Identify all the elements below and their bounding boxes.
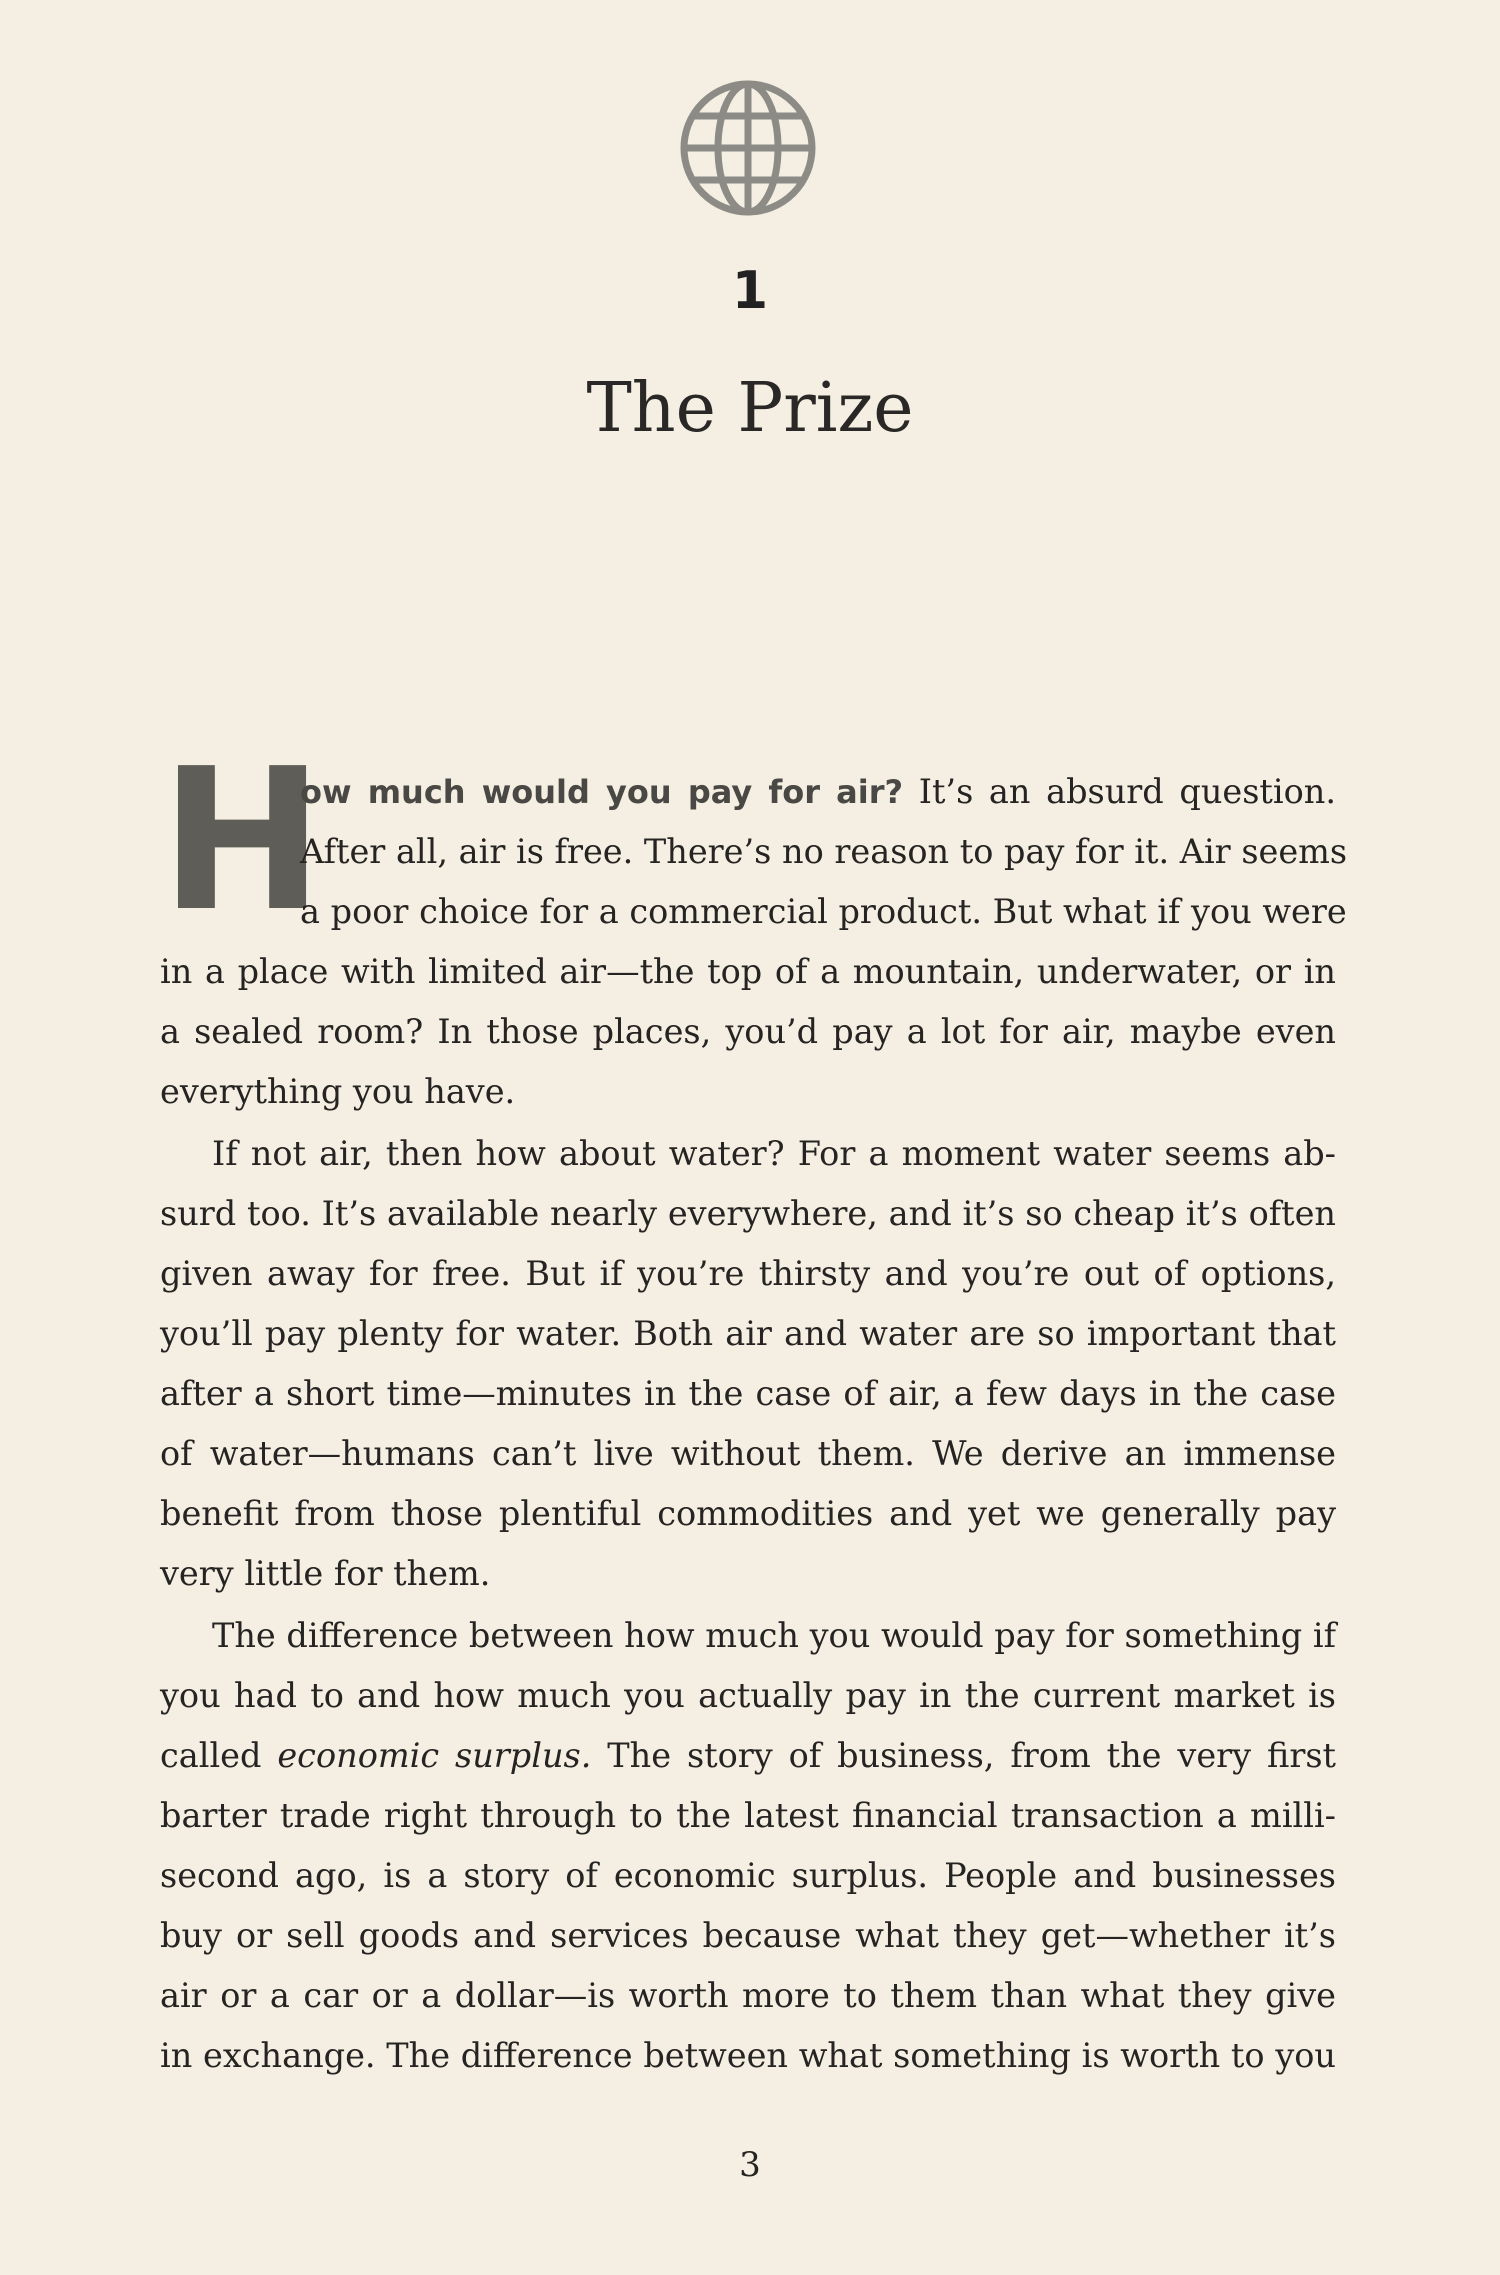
- text-line: given away for free. But if you’re thirsty and you’re out of options,: [160, 1254, 1336, 1293]
- drop-cap: H: [160, 727, 325, 955]
- page-number: 3: [739, 2145, 761, 2185]
- text-line: benefit from those plentiful commodities and yet we generally pay: [160, 1494, 1336, 1533]
- text-line: you’ll pay plenty for water. Both air and water are so important that: [160, 1314, 1336, 1353]
- text-line: ow much would you pay for air? It’s an absurd question.: [300, 772, 1336, 811]
- text-line: air or a car or a dollar—is worth more to them than what they give: [160, 1976, 1336, 2015]
- text-line: After all, air is free. There’s no reason to pay for it. Air seems: [300, 832, 1348, 871]
- text-line: everything you have.: [160, 1072, 516, 1111]
- text-line: The difference between how much you would pay for something if: [212, 1616, 1336, 1655]
- text-line: a poor choice for a commercial product. But what if you were: [300, 892, 1347, 931]
- text-line: of water—humans can’t live without them. We derive an immense: [160, 1434, 1336, 1473]
- text-line: buy or sell goods and services because what they get—whether it’s: [160, 1916, 1336, 1955]
- text-line: surd too. It’s available nearly everywhere, and it’s so cheap it’s often: [160, 1194, 1336, 1233]
- lead-in: ow much would you pay for air?: [300, 773, 904, 811]
- text-line: after a short time—minutes in the case of air, a few days in the case: [160, 1374, 1336, 1413]
- text-line: in a place with limited air—the top of a mountain, underwater, or in: [160, 952, 1336, 991]
- text-line: a sealed room? In those places, you’d pay a lot for air, maybe even: [160, 1012, 1336, 1051]
- text-line: very little for them.: [160, 1554, 491, 1593]
- chapter-title: The Prize: [586, 369, 914, 448]
- emphasis-term: economic surplus.: [277, 1736, 592, 1775]
- text-line: in exchange. The difference between what something is worth to you: [160, 2036, 1336, 2075]
- text-line: you had to and how much you actually pay in the current market is: [160, 1676, 1336, 1715]
- chapter-number: 1: [731, 261, 769, 321]
- text-line: second ago, is a story of economic surplus. People and businesses: [160, 1856, 1336, 1895]
- text-line: If not air, then how about water? For a moment water seems ab-: [212, 1134, 1336, 1173]
- text-line: called economic surplus. The story of business, from the very first: [160, 1736, 1337, 1775]
- text-line: barter trade right through to the latest financial transaction a milli-: [160, 1796, 1336, 1835]
- globe-icon: [676, 76, 820, 220]
